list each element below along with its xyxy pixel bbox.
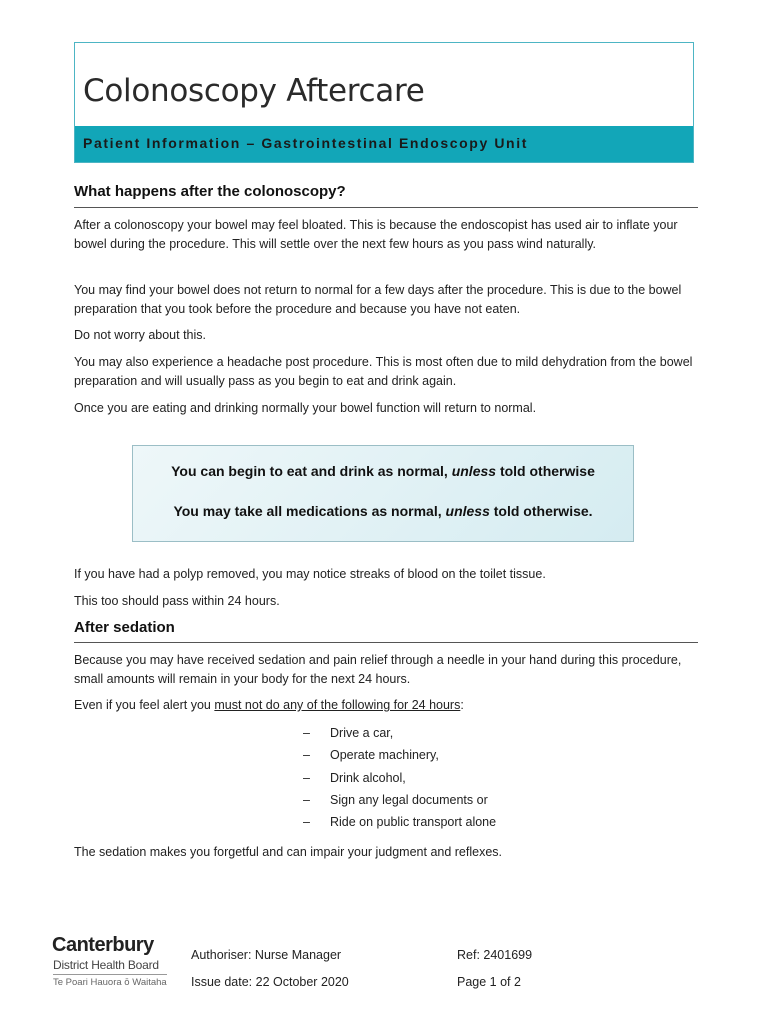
paragraph-do-not-worry: Do not worry about this. (74, 328, 207, 342)
section-divider (74, 207, 698, 208)
footer-ref: Ref: 2401699 (457, 948, 533, 962)
dash-bullet: – (303, 748, 310, 763)
section-heading-after-sedation: After sedation (74, 619, 175, 636)
paragraph-pass-24h: This too should pass within 24 hours. (74, 594, 280, 608)
dash-bullet: – (303, 815, 310, 830)
dash-bullet: – (303, 726, 310, 740)
paragraph-bloated: After a colonoscopy your bowel may feel bloated. This is because the endoscopist has used air to inflate your bowel during the procedure. This will settle over the next few hours as you pass wind naturally. (74, 218, 678, 251)
logo-divider (53, 974, 167, 975)
dash-bullet: – (303, 792, 310, 807)
list-item-text: Drive a car, (330, 726, 394, 740)
footer-issue-date: Issue date: 22 October 2020 (191, 975, 349, 989)
logo-maori-name: Te Poari Hauora ō Waitaha (53, 977, 167, 988)
section-divider (74, 642, 698, 643)
footer-page-number: Page 1 of 2 (457, 975, 521, 989)
alert-prefix: Even if you feel alert you (74, 698, 215, 712)
callout-medications-suffix: told otherwise. (489, 503, 593, 519)
cdhb-logo (52, 934, 172, 994)
document-subtitle: Patient Information – Gastrointestinal Endoscopy Unit (83, 135, 528, 151)
callout-eat-drink-text: You can begin to eat and drink as normal, (171, 463, 452, 479)
callout-unless-emphasis: unless (451, 463, 497, 479)
callout-medications-text: You may take all medications as normal, (173, 503, 446, 519)
list-item-text: Operate machinery, (330, 748, 439, 763)
dash-bullet: – (303, 770, 310, 785)
paragraph-bowel-normal: You may find your bowel does not return to normal for a few days after the procedure. This is due to the bowel preparation that you took before the procedure and because you have not eaten. (74, 283, 682, 316)
paragraph-alert-warning (74, 696, 698, 715)
logo-name: Canterbury (52, 934, 154, 956)
callout-medications (133, 503, 633, 519)
paragraph-headache: You may also experience a headache post procedure. This is most often due to mild dehydration from the bowel preparation and will usually pass as you begin to eat and drink again. (74, 355, 693, 388)
callout-eat-drink-suffix: told otherwise (496, 463, 595, 479)
callout-eat-drink (133, 463, 633, 479)
paragraph-sedation-effects: The sedation makes you forgetful and can impair your judgment and reflexes. (74, 845, 503, 859)
paragraph-polyp: If you have had a polyp removed, you may notice streaks of blood on the toilet tissue. (74, 567, 546, 581)
alert-suffix: : (460, 698, 464, 712)
paragraph-sedation: Because you may have received sedation and pain relief through a needle in your hand during this procedure, small amounts will remain in your body for the next 24 hours. (74, 653, 682, 686)
paragraph-bowel-function: Once you are eating and drinking normally your bowel function will return to normal. (74, 401, 537, 415)
subtitle-bar (75, 126, 693, 162)
callout-box (132, 445, 634, 542)
section-heading-after-colonoscopy: What happens after the colonoscopy? (74, 183, 346, 200)
list-item-text: Drink alcohol, (330, 770, 406, 785)
list-item-text: Sign any legal documents or (330, 792, 488, 807)
logo-subtitle: District Health Board (53, 958, 159, 972)
document-title: Colonoscopy Aftercare (83, 73, 425, 109)
list-item-text: Ride on public transport alone (330, 815, 497, 830)
header-box (74, 42, 694, 163)
footer-authoriser: Authoriser: Nurse Manager (191, 948, 342, 962)
callout-unless-emphasis: unless (445, 503, 490, 519)
alert-underlined: must not do any of the following for 24 hours (214, 698, 461, 712)
